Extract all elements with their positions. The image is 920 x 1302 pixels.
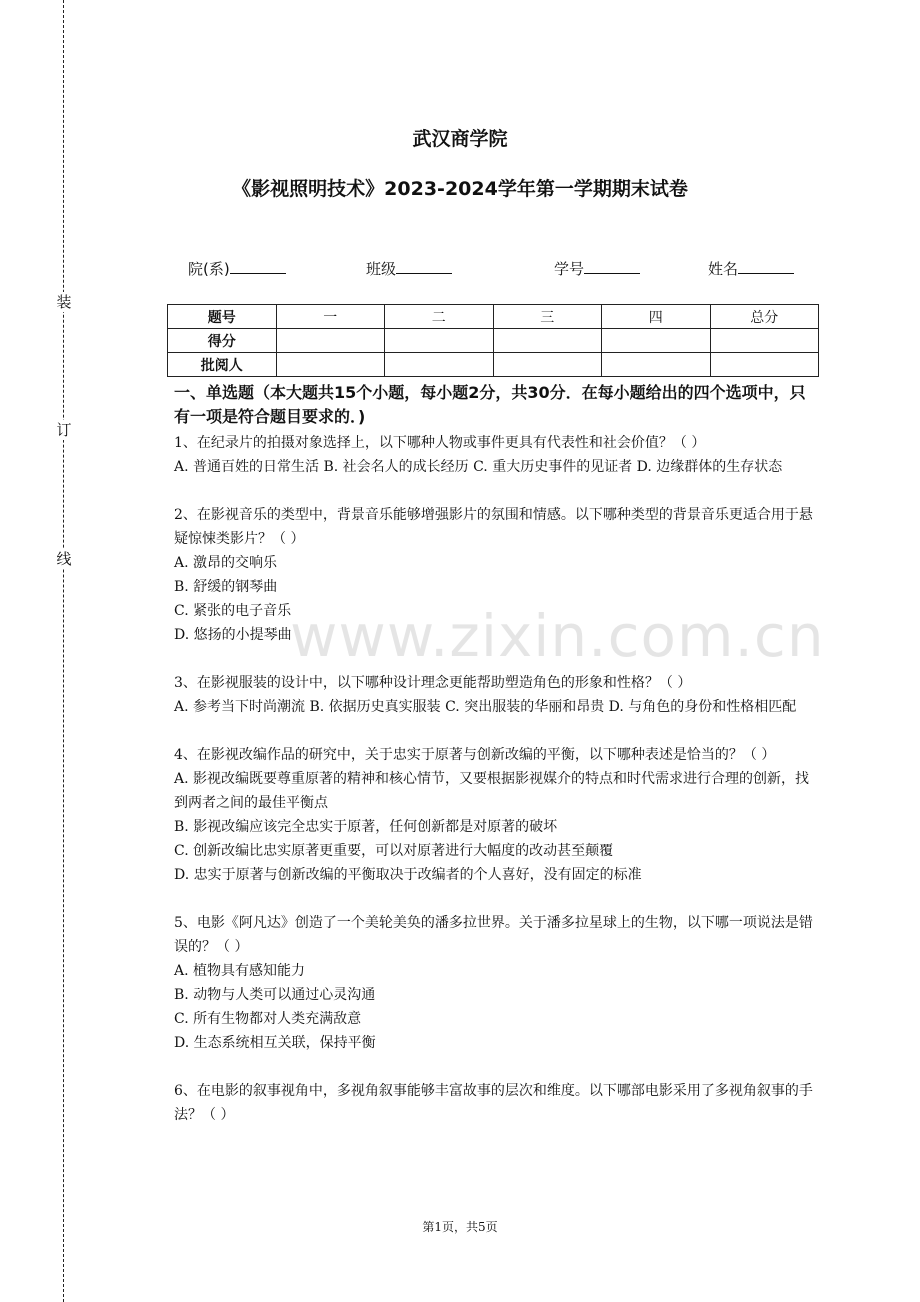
name-label: 姓名 [708, 260, 739, 278]
score-table [167, 304, 819, 377]
option-a: A. 植物具有感知能力 [174, 963, 306, 979]
score-table-header: 一 [276, 305, 385, 329]
score-table-row [168, 329, 819, 353]
watermark: www.zixin.com.cn [290, 602, 825, 670]
option-b: B. 动物与人类可以通过心灵沟通 [174, 987, 376, 1003]
question-options: A. 普通百姓的日常生活 B. 社会名人的成长经历 C. 重大历史事件的见证者 D. 边缘群体的生存状态 [174, 459, 783, 475]
question-stem: 2、在影视音乐的类型中，背景音乐能够增强影片的氛围和情感。以下哪种类型的背景音乐更适合用于悬疑惊悚类影片？（ ） [174, 507, 813, 547]
student-id-field[interactable] [554, 258, 640, 279]
option-a: A. 影视改编既要尊重原著的精神和核心情节，又要根据影视媒介的特点和时代需求进行合理的创新，找到两者之间的最佳平衡点 [174, 771, 810, 811]
option-d: D. 悠扬的小提琴曲 [174, 627, 292, 643]
score-cell[interactable] [385, 329, 494, 353]
score-table-row [168, 353, 819, 377]
score-row-label: 得分 [168, 329, 277, 353]
option-b: B. 影视改编应该完全忠实于原著，任何创新都是对原著的破坏 [174, 819, 558, 835]
score-cell[interactable] [710, 329, 819, 353]
reviewer-cell[interactable] [710, 353, 819, 377]
question-stem: 3、在影视服装的设计中，以下哪种设计理念更能帮助塑造角色的形象和性格？（ ） [174, 675, 692, 691]
score-cell[interactable] [276, 329, 385, 353]
score-table-header: 总分 [710, 305, 819, 329]
option-c: C. 所有生物都对人类充满敌意 [174, 1011, 362, 1027]
binding-char-xian: 线 [54, 549, 74, 569]
reviewer-cell[interactable] [493, 353, 602, 377]
score-cell[interactable] [602, 329, 711, 353]
exam-content [174, 381, 819, 1151]
binding-char-ding: 订 [54, 420, 74, 440]
reviewer-row-label: 批阅人 [168, 353, 277, 377]
binding-char-zhuang: 装 [54, 292, 74, 312]
score-table-header: 题号 [168, 305, 277, 329]
reviewer-cell[interactable] [602, 353, 711, 377]
score-table-header: 四 [602, 305, 711, 329]
class-field[interactable] [366, 258, 452, 279]
exam-title: 《影视照明技术》2023-2024学年第一学期期末试卷 [232, 178, 688, 200]
question-stem: 5、电影《阿凡达》创造了一个美轮美奂的潘多拉世界。关于潘多拉星球上的生物，以下哪一项说法是错误的？（ ） [174, 915, 813, 955]
class-label: 班级 [366, 260, 397, 278]
option-c: C. 创新改编比忠实原著更重要，可以对原著进行大幅度的改动甚至颠覆 [174, 843, 614, 859]
question-6 [174, 1079, 819, 1127]
option-c: C. 紧张的电子音乐 [174, 603, 292, 619]
student-id-label: 学号 [554, 260, 585, 278]
question-5 [174, 911, 819, 1055]
score-table-header-row [168, 305, 819, 329]
option-a: A. 激昂的交响乐 [174, 555, 278, 571]
question-1 [174, 431, 819, 479]
score-cell[interactable] [493, 329, 602, 353]
option-d: D. 忠实于原著与创新改编的平衡取决于改编者的个人喜好，没有固定的标准 [174, 867, 642, 883]
score-table-header: 三 [493, 305, 602, 329]
reviewer-cell[interactable] [276, 353, 385, 377]
department-field[interactable] [188, 258, 286, 279]
school-name: 武汉商学院 [412, 128, 508, 150]
option-b: B. 舒缓的钢琴曲 [174, 579, 278, 595]
department-label: 院(系) [188, 260, 230, 278]
question-options: A. 参考当下时尚潮流 B. 依据历史真实服装 C. 突出服装的华丽和昂贵 D. 与角色的身份和性格相匹配 [174, 699, 797, 715]
question-stem: 4、在影视改编作品的研究中，关于忠实于原著与创新改编的平衡，以下哪种表述是恰当的？（ ） [174, 747, 776, 763]
question-stem: 1、在纪录片的拍摄对象选择上，以下哪种人物或事件更具有代表性和社会价值？（ ） [174, 435, 706, 451]
page-footer: 第1页，共5页 [422, 1220, 498, 1234]
reviewer-cell[interactable] [385, 353, 494, 377]
question-4 [174, 743, 819, 887]
score-table-header: 二 [385, 305, 494, 329]
option-d: D. 生态系统相互关联，保持平衡 [174, 1035, 376, 1051]
section-1-title: 一、单选题（本大题共15个小题，每小题2分，共30分．在每小题给出的四个选项中，只有一项是符合题目要求的．) [174, 383, 806, 426]
question-3 [174, 671, 819, 719]
name-field[interactable] [708, 258, 794, 279]
question-stem: 6、在电影的叙事视角中，多视角叙事能够丰富故事的层次和维度。以下哪部电影采用了多视角叙事的手法？（ ） [174, 1083, 813, 1123]
